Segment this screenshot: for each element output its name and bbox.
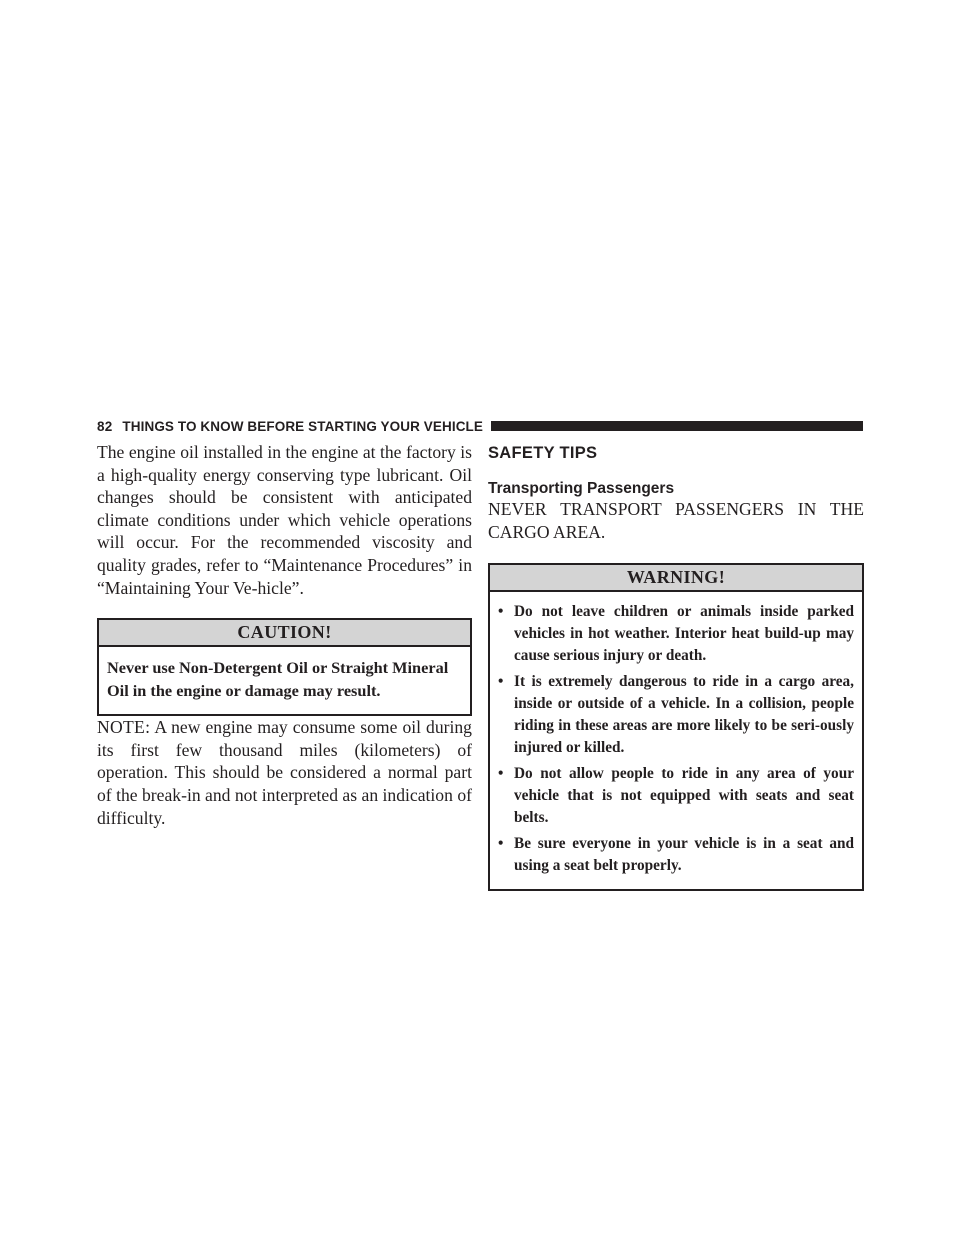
transporting-passengers-heading: Transporting Passengers [488,480,675,497]
bullet-icon: • [498,603,504,621]
bullet-icon: • [498,835,504,853]
caution-title: CAUTION! [99,620,470,647]
warning-item [498,601,854,667]
warning-item-text: It is extremely dangerous to ride in a cargo area, inside or outside of a vehicle. In a collision, people riding in these areas are more likely to be seri-ously injured or killed. [514,673,854,757]
page-header [97,417,863,435]
warning-item [498,833,854,877]
bullet-icon: • [498,765,504,783]
warning-item-text: Do not allow people to ride in any area of your vehicle that is not equipped with seats and seat belts. [514,765,854,827]
engine-oil-paragraph: The engine oil installed in the engine at the factory is a high-quality energy conserving type lubricant. Oil changes should be consistent with anticipated climate conditions under which vehicle operations will occur. For the recommended viscosity and quality grades, refer to “Maintenance Procedures” in “Maintaining Your Ve-hicle”. [97,442,472,598]
warning-title: WARNING! [490,565,862,592]
note-text: A new engine may consume some oil during its first few thousand miles (kilometers) of operation. This should be considered a normal part of the break-in and not interpreted as an indication of difficulty. [97,717,472,828]
warning-item [498,671,854,759]
safety-tips-heading: SAFETY TIPS [488,444,598,462]
warning-item-text: Do not leave children or animals inside parked vehicles in hot weather. Interior heat build-up may cause serious injury or death. [514,603,854,665]
warning-list [490,592,862,889]
cargo-area-paragraph: NEVER TRANSPORT PASSENGERS IN THE CARGO AREA. [488,499,864,542]
page-number: 82 [97,418,113,434]
warning-box [488,563,864,891]
right-column [488,441,864,891]
caution-text: Never use Non-Detergent Oil or Straight Mineral Oil in the engine or damage may result. [107,658,449,700]
warning-item [498,763,854,829]
section-title: THINGS TO KNOW BEFORE STARTING YOUR VEHICLE [122,418,483,434]
note-label: NOTE: [97,717,151,738]
bullet-icon: • [498,673,504,691]
left-column [97,441,472,829]
caution-box [97,618,472,716]
warning-item-text: Be sure everyone in your vehicle is in a seat and using a seat belt properly. [514,835,854,875]
header-rule [491,421,863,431]
note-paragraph [97,716,472,829]
